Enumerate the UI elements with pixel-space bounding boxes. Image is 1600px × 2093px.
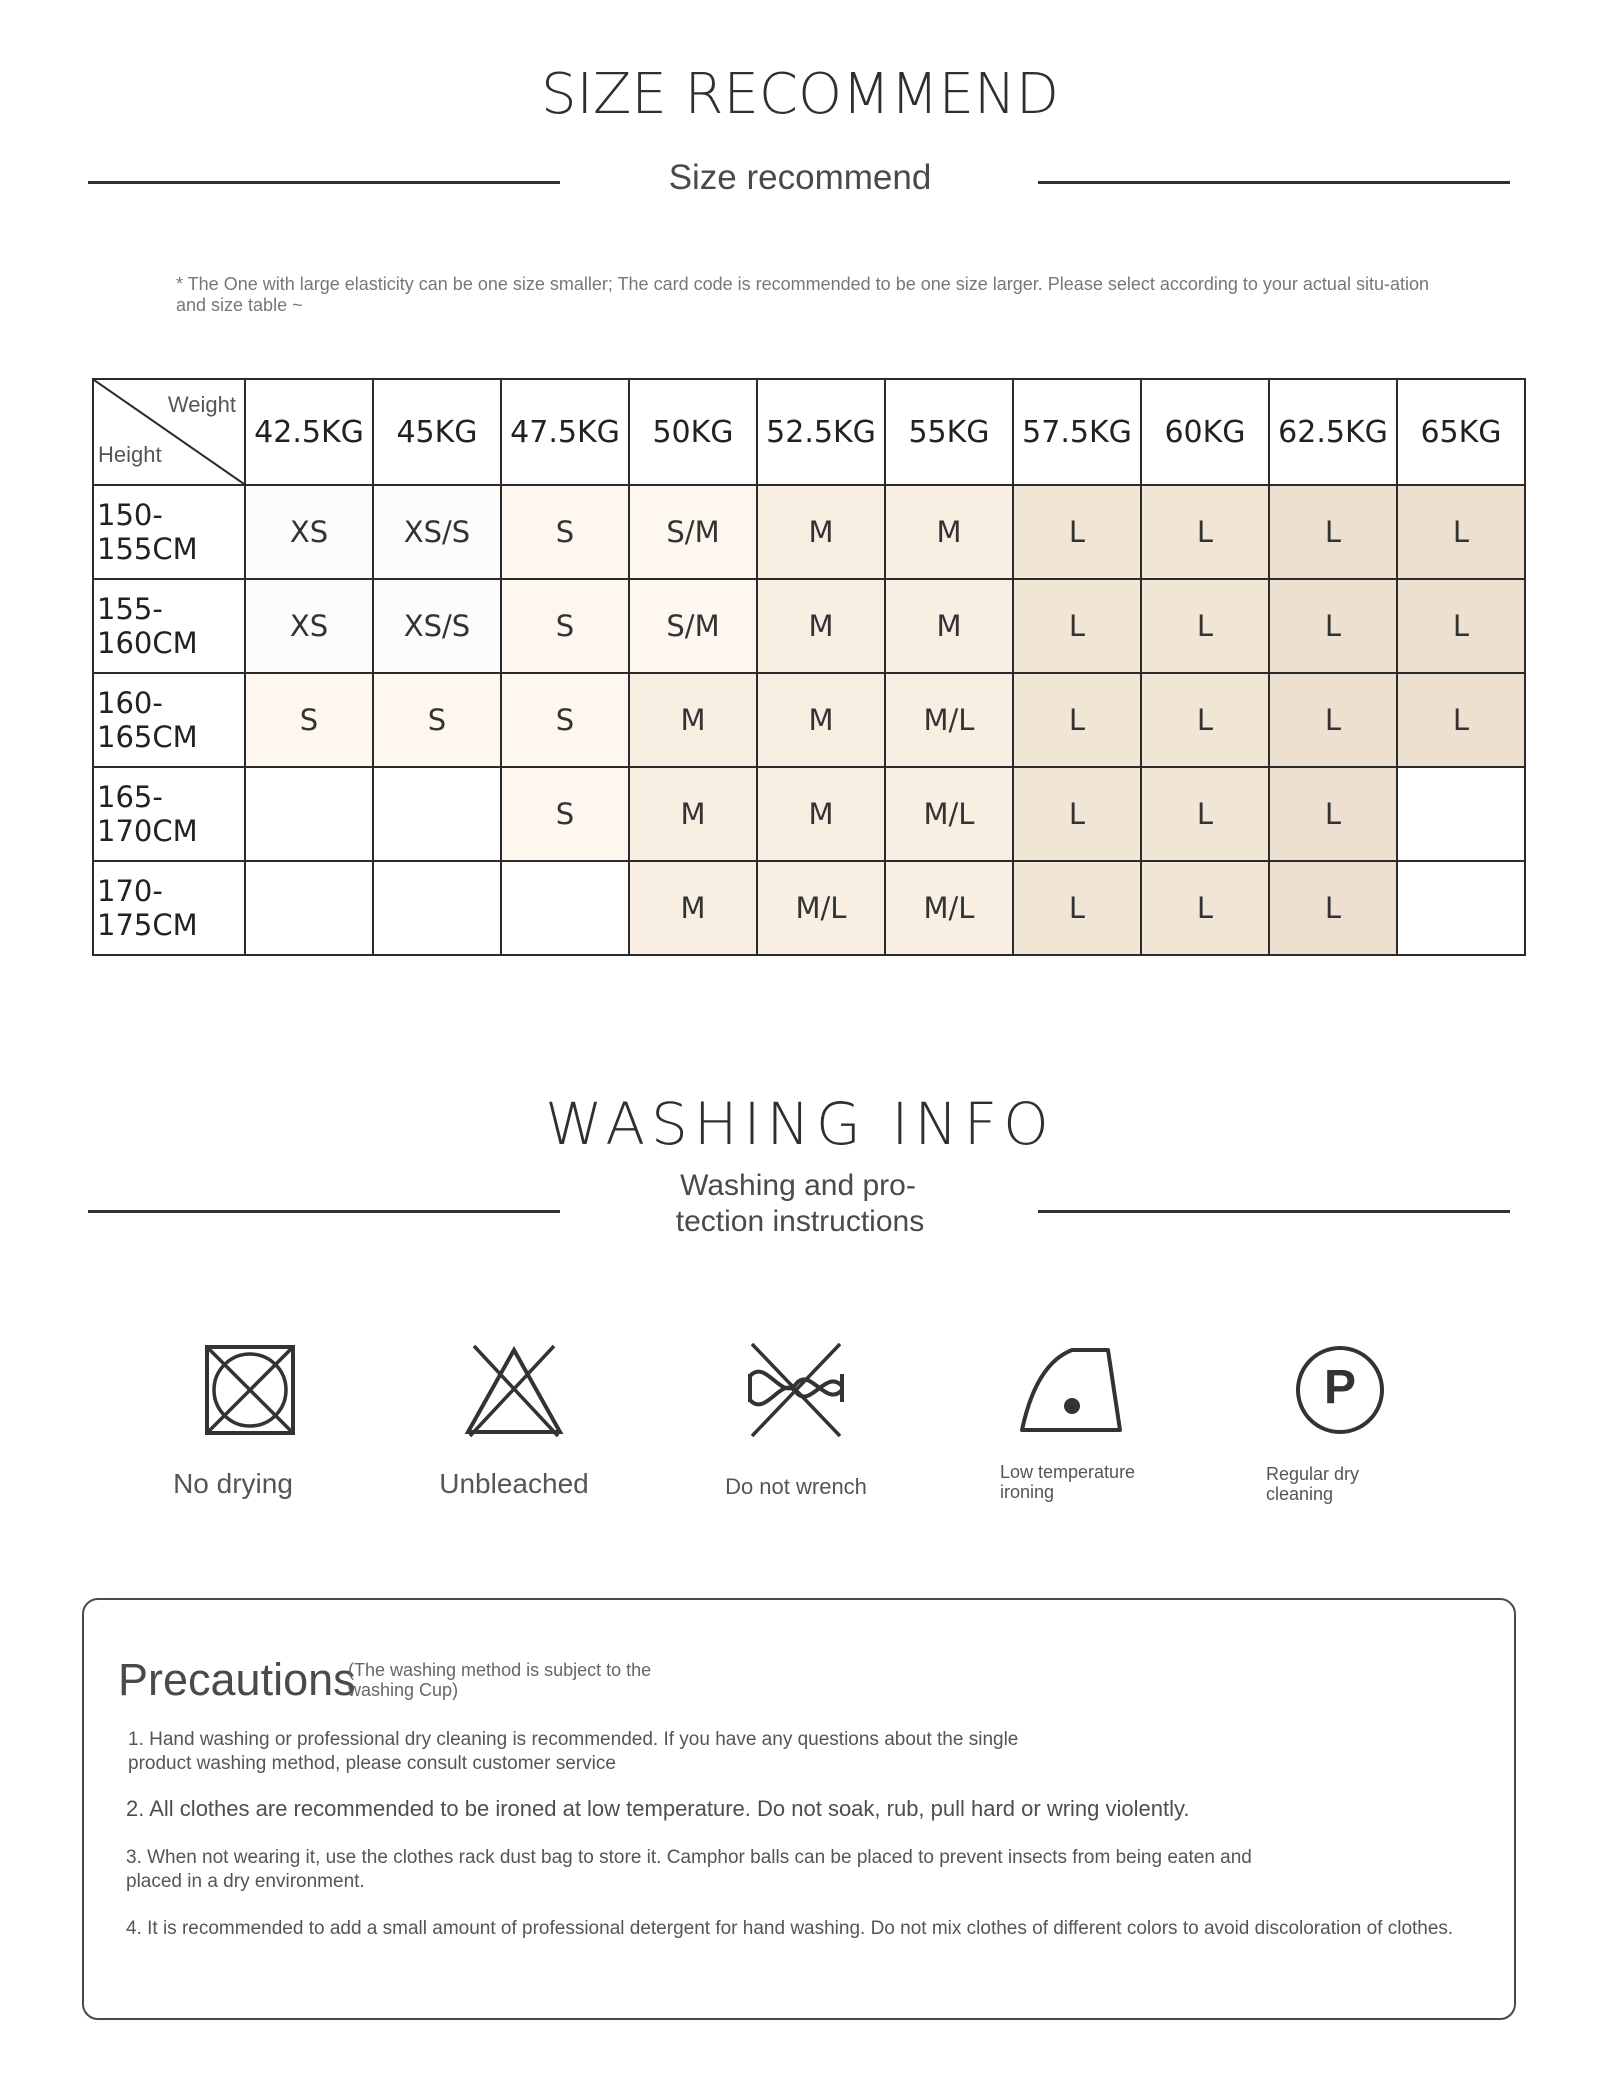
size-cell: L — [1141, 767, 1269, 861]
precaution-line: product washing method, please consult customer service — [128, 1753, 616, 1774]
precaution-item — [126, 1846, 1252, 1894]
size-cell: XS/S — [373, 485, 501, 579]
table-header-row — [93, 379, 1525, 485]
size-cell: M — [885, 485, 1013, 579]
dry-clean-p-icon — [1294, 1344, 1386, 1436]
precautions-title: Precautions — [118, 1654, 356, 1705]
size-cell: L — [1141, 861, 1269, 955]
size-cell: M — [629, 673, 757, 767]
divider-left — [88, 1210, 560, 1213]
weight-header: 55KG — [885, 379, 1013, 485]
size-cell: S — [501, 579, 629, 673]
care-label: No drying — [173, 1468, 293, 1499]
no-tumble-dry-icon — [204, 1344, 296, 1436]
size-cell: M/L — [885, 767, 1013, 861]
size-cell: L — [1013, 579, 1141, 673]
table-row — [93, 485, 1525, 579]
subtitle-line: tection instructions — [675, 1205, 925, 1238]
corner-cell — [93, 379, 245, 485]
size-cell — [1397, 861, 1525, 955]
weight-header: 47.5KG — [501, 379, 629, 485]
size-cell: L — [1141, 673, 1269, 767]
size-cell: L — [1269, 579, 1397, 673]
table-row — [93, 861, 1525, 955]
care-label-line: Low temperature — [1000, 1462, 1136, 1482]
size-cell: L — [1141, 579, 1269, 673]
size-cell — [1397, 767, 1525, 861]
size-cell — [501, 861, 629, 955]
size-cell: L — [1013, 767, 1141, 861]
size-cell: S/M — [629, 485, 757, 579]
weight-header: 52.5KG — [757, 379, 885, 485]
precautions-subtitle-line: (The washing method is subject to the — [348, 1660, 652, 1680]
size-section-title: SIZE RECOMMEND — [540, 62, 1060, 127]
size-cell: L — [1141, 485, 1269, 579]
size-cell: L — [1013, 485, 1141, 579]
washing-section-subtitle — [560, 1168, 1040, 1240]
size-cell: XS/S — [373, 579, 501, 673]
washing-section-title: WASHING INFO — [545, 1090, 1055, 1158]
care-label — [1266, 1464, 1426, 1504]
care-label: Unbleached — [439, 1468, 589, 1499]
size-cell: S — [501, 767, 629, 861]
table-row — [93, 767, 1525, 861]
height-cell: 165-170CM — [93, 767, 245, 861]
care-label-line: ironing — [1000, 1482, 1055, 1502]
precaution-line: 1. Hand washing or professional dry cleaning is recommended. If you have any questions about the single — [128, 1729, 1019, 1750]
weight-header: 65KG — [1397, 379, 1525, 485]
dry-clean-letter: P — [1323, 1361, 1356, 1414]
weight-axis-label: Weight — [167, 392, 236, 417]
size-chart-table — [92, 378, 1526, 956]
size-cell: L — [1269, 673, 1397, 767]
size-cell: M — [885, 579, 1013, 673]
size-cell: L — [1397, 579, 1525, 673]
size-cell: M — [629, 767, 757, 861]
size-cell: M — [757, 579, 885, 673]
weight-header: 50KG — [629, 379, 757, 485]
divider-left — [88, 181, 560, 184]
height-cell: 155-160CM — [93, 579, 245, 673]
height-cell: 150-155CM — [93, 485, 245, 579]
precaution-item: 4. It is recommended to add a small amount of professional detergent for hand washing. Do not mix clothes of different colors to avoid discoloration of clothes. — [126, 1918, 1454, 1939]
precautions-subtitle — [348, 1660, 688, 1700]
height-cell: 170-175CM — [93, 861, 245, 955]
size-cell: XS — [245, 579, 373, 673]
size-cell: M — [757, 673, 885, 767]
size-cell: S — [501, 673, 629, 767]
subtitle-line: Washing and pro- — [680, 1169, 916, 1202]
care-label — [1000, 1462, 1180, 1502]
size-cell: L — [1269, 485, 1397, 579]
table-row — [93, 579, 1525, 673]
size-cell — [373, 767, 501, 861]
precaution-item — [128, 1728, 1018, 1776]
weight-header: 60KG — [1141, 379, 1269, 485]
care-label-line: cleaning — [1266, 1484, 1334, 1504]
size-cell: M — [629, 861, 757, 955]
height-axis-label: Height — [98, 442, 162, 467]
size-cell: L — [1397, 673, 1525, 767]
precaution-line: placed in a dry environment. — [126, 1871, 365, 1892]
size-cell — [245, 767, 373, 861]
size-cell: L — [1269, 767, 1397, 861]
no-bleach-icon — [464, 1340, 564, 1440]
size-cell: S — [245, 673, 373, 767]
divider-right — [1038, 181, 1510, 184]
size-cell — [373, 861, 501, 955]
weight-header: 42.5KG — [245, 379, 373, 485]
size-cell: S — [501, 485, 629, 579]
size-section-subtitle: Size recommend — [668, 158, 932, 197]
weight-header: 45KG — [373, 379, 501, 485]
precaution-item: 2. All clothes are recommended to be ironed at low temperature. Do not soak, rub, pull hard or wring violently. — [126, 1796, 1190, 1821]
care-label-line: Regular dry — [1266, 1464, 1360, 1484]
size-cell — [245, 861, 373, 955]
size-cell: S/M — [629, 579, 757, 673]
size-cell: M/L — [757, 861, 885, 955]
size-cell: XS — [245, 485, 373, 579]
size-cell: M — [757, 485, 885, 579]
height-cell: 160-165CM — [93, 673, 245, 767]
weight-header: 57.5KG — [1013, 379, 1141, 485]
weight-header: 62.5KG — [1269, 379, 1397, 485]
size-cell: L — [1269, 861, 1397, 955]
size-cell: L — [1397, 485, 1525, 579]
size-note: * The One with large elasticity can be one size smaller; The card code is recommended to be one size larger. Please select according to your actual situ-ation and size table ~ — [176, 274, 1429, 315]
size-cell: M/L — [885, 673, 1013, 767]
size-cell: S — [373, 673, 501, 767]
size-cell: L — [1013, 673, 1141, 767]
size-cell: L — [1013, 861, 1141, 955]
precautions-subtitle-line: washing Cup) — [348, 1680, 459, 1700]
divider-right — [1038, 1210, 1510, 1213]
size-cell: M — [757, 767, 885, 861]
care-label: Do not wrench — [725, 1474, 867, 1499]
iron-low-icon — [1016, 1344, 1126, 1436]
precaution-line: 3. When not wearing it, use the clothes rack dust bag to store it. Camphor balls can be placed to prevent insects from being eaten and — [126, 1847, 1252, 1868]
table-row — [93, 673, 1525, 767]
size-cell: M/L — [885, 861, 1013, 955]
do-not-wring-icon — [744, 1340, 848, 1440]
